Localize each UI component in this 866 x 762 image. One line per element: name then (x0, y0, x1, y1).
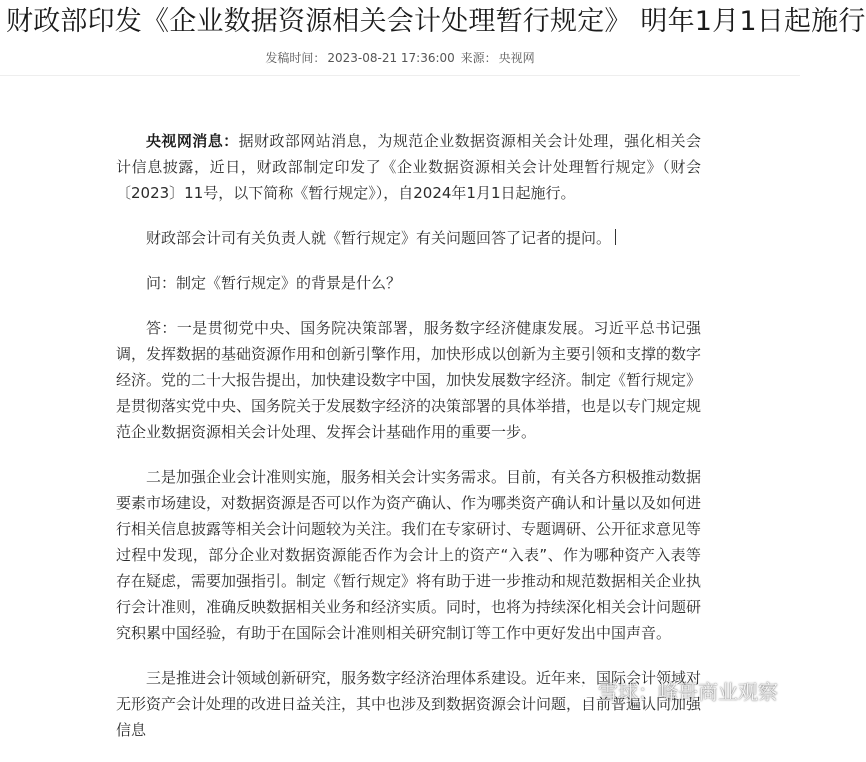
paragraph-lead: 央视网消息： (146, 132, 239, 150)
paragraph-text: 据财政部网站消息，为规范企业数据资源相关会计处理，强化相关会计信息披露，近日，财政部制定印发了《企业数据资源相关会计处理暂行规定》（财会〔2023〕11号，以下简称《暂行规定》），自2024年1月1日起施行。 (116, 132, 701, 202)
article-title: 财政部印发《企业数据资源相关会计处理暂行规定》 明年1月1日起施行 (6, 6, 866, 37)
published-time: 2023-08-21 17:36:00 (327, 51, 455, 65)
paragraph-text: 财政部会计司有关负责人就《暂行规定》有关问题回答了记者的提问。 (146, 229, 612, 247)
source-label: 来源： (460, 51, 497, 65)
article-paragraph (116, 270, 701, 296)
paragraph-text: 三是推进会计领域创新研究，服务数字经济治理体系建设。近年来，国际会计领域对无形资产会计处理的改进日益关注，其中也涉及到数据资源会计问题，目前普遍认同加强信息 (116, 669, 702, 739)
source-name: 央视网 (498, 51, 535, 65)
watermark (564, 676, 778, 705)
text-cursor (615, 229, 616, 245)
paragraph-text: 答：一是贯彻党中央、国务院决策部署，服务数字经济健康发展。习近平总书记强调，发挥数据的基础资源作用和创新引擎作用，加快形成以创新为主要引领和支撑的数字经济。党的二十大报告提出，加快建设数字中国，加快发展数字经济。制定《暂行规定》是贯彻落实党中央、国务院关于发展数字经济的决策部署的具体举措，也是以专门规定规范企业数据资源相关会计处理、发挥会计基础作用的重要一步。 (116, 319, 702, 441)
paragraph-text: 问：制定《暂行规定》的背景是什么？ (146, 274, 402, 292)
article-paragraph (116, 128, 701, 206)
header-divider (0, 75, 800, 76)
paragraph-text: 二是加强企业会计准则实施，服务相关会计实务需求。目前，有关各方积极推动数据要素市场建设，对数据资源是否可以作为资产确认、作为哪类资产确认和计量以及如何进行相关信息披露等相关会计问题较为关注。我们在专家研讨、专题调研、公开征求意见等过程中发现，部分企业对数据资源能否作为会计上的资产“入表”、作为哪种资产入表等存在疑虑，需要加强指引。制定《暂行规定》将有助于进一步推动和规范数据相关企业执行会计准则，准确反映数据相关业务和经济实质。同时，也将为持续深化相关会计问题研究积累中国经验，有助于在国际会计准则相关研究制订等工作中更好发出中国声音。 (116, 468, 702, 642)
published-label: 发稿时间： (265, 51, 326, 65)
article-paragraph (116, 464, 701, 646)
snowball-logo-icon (564, 679, 592, 703)
article-paragraph (116, 315, 701, 445)
article-paragraph (116, 225, 701, 251)
article-meta (0, 49, 800, 67)
article-body (116, 128, 701, 762)
watermark-text: 雪球：峰哥商业观察 (598, 680, 778, 704)
